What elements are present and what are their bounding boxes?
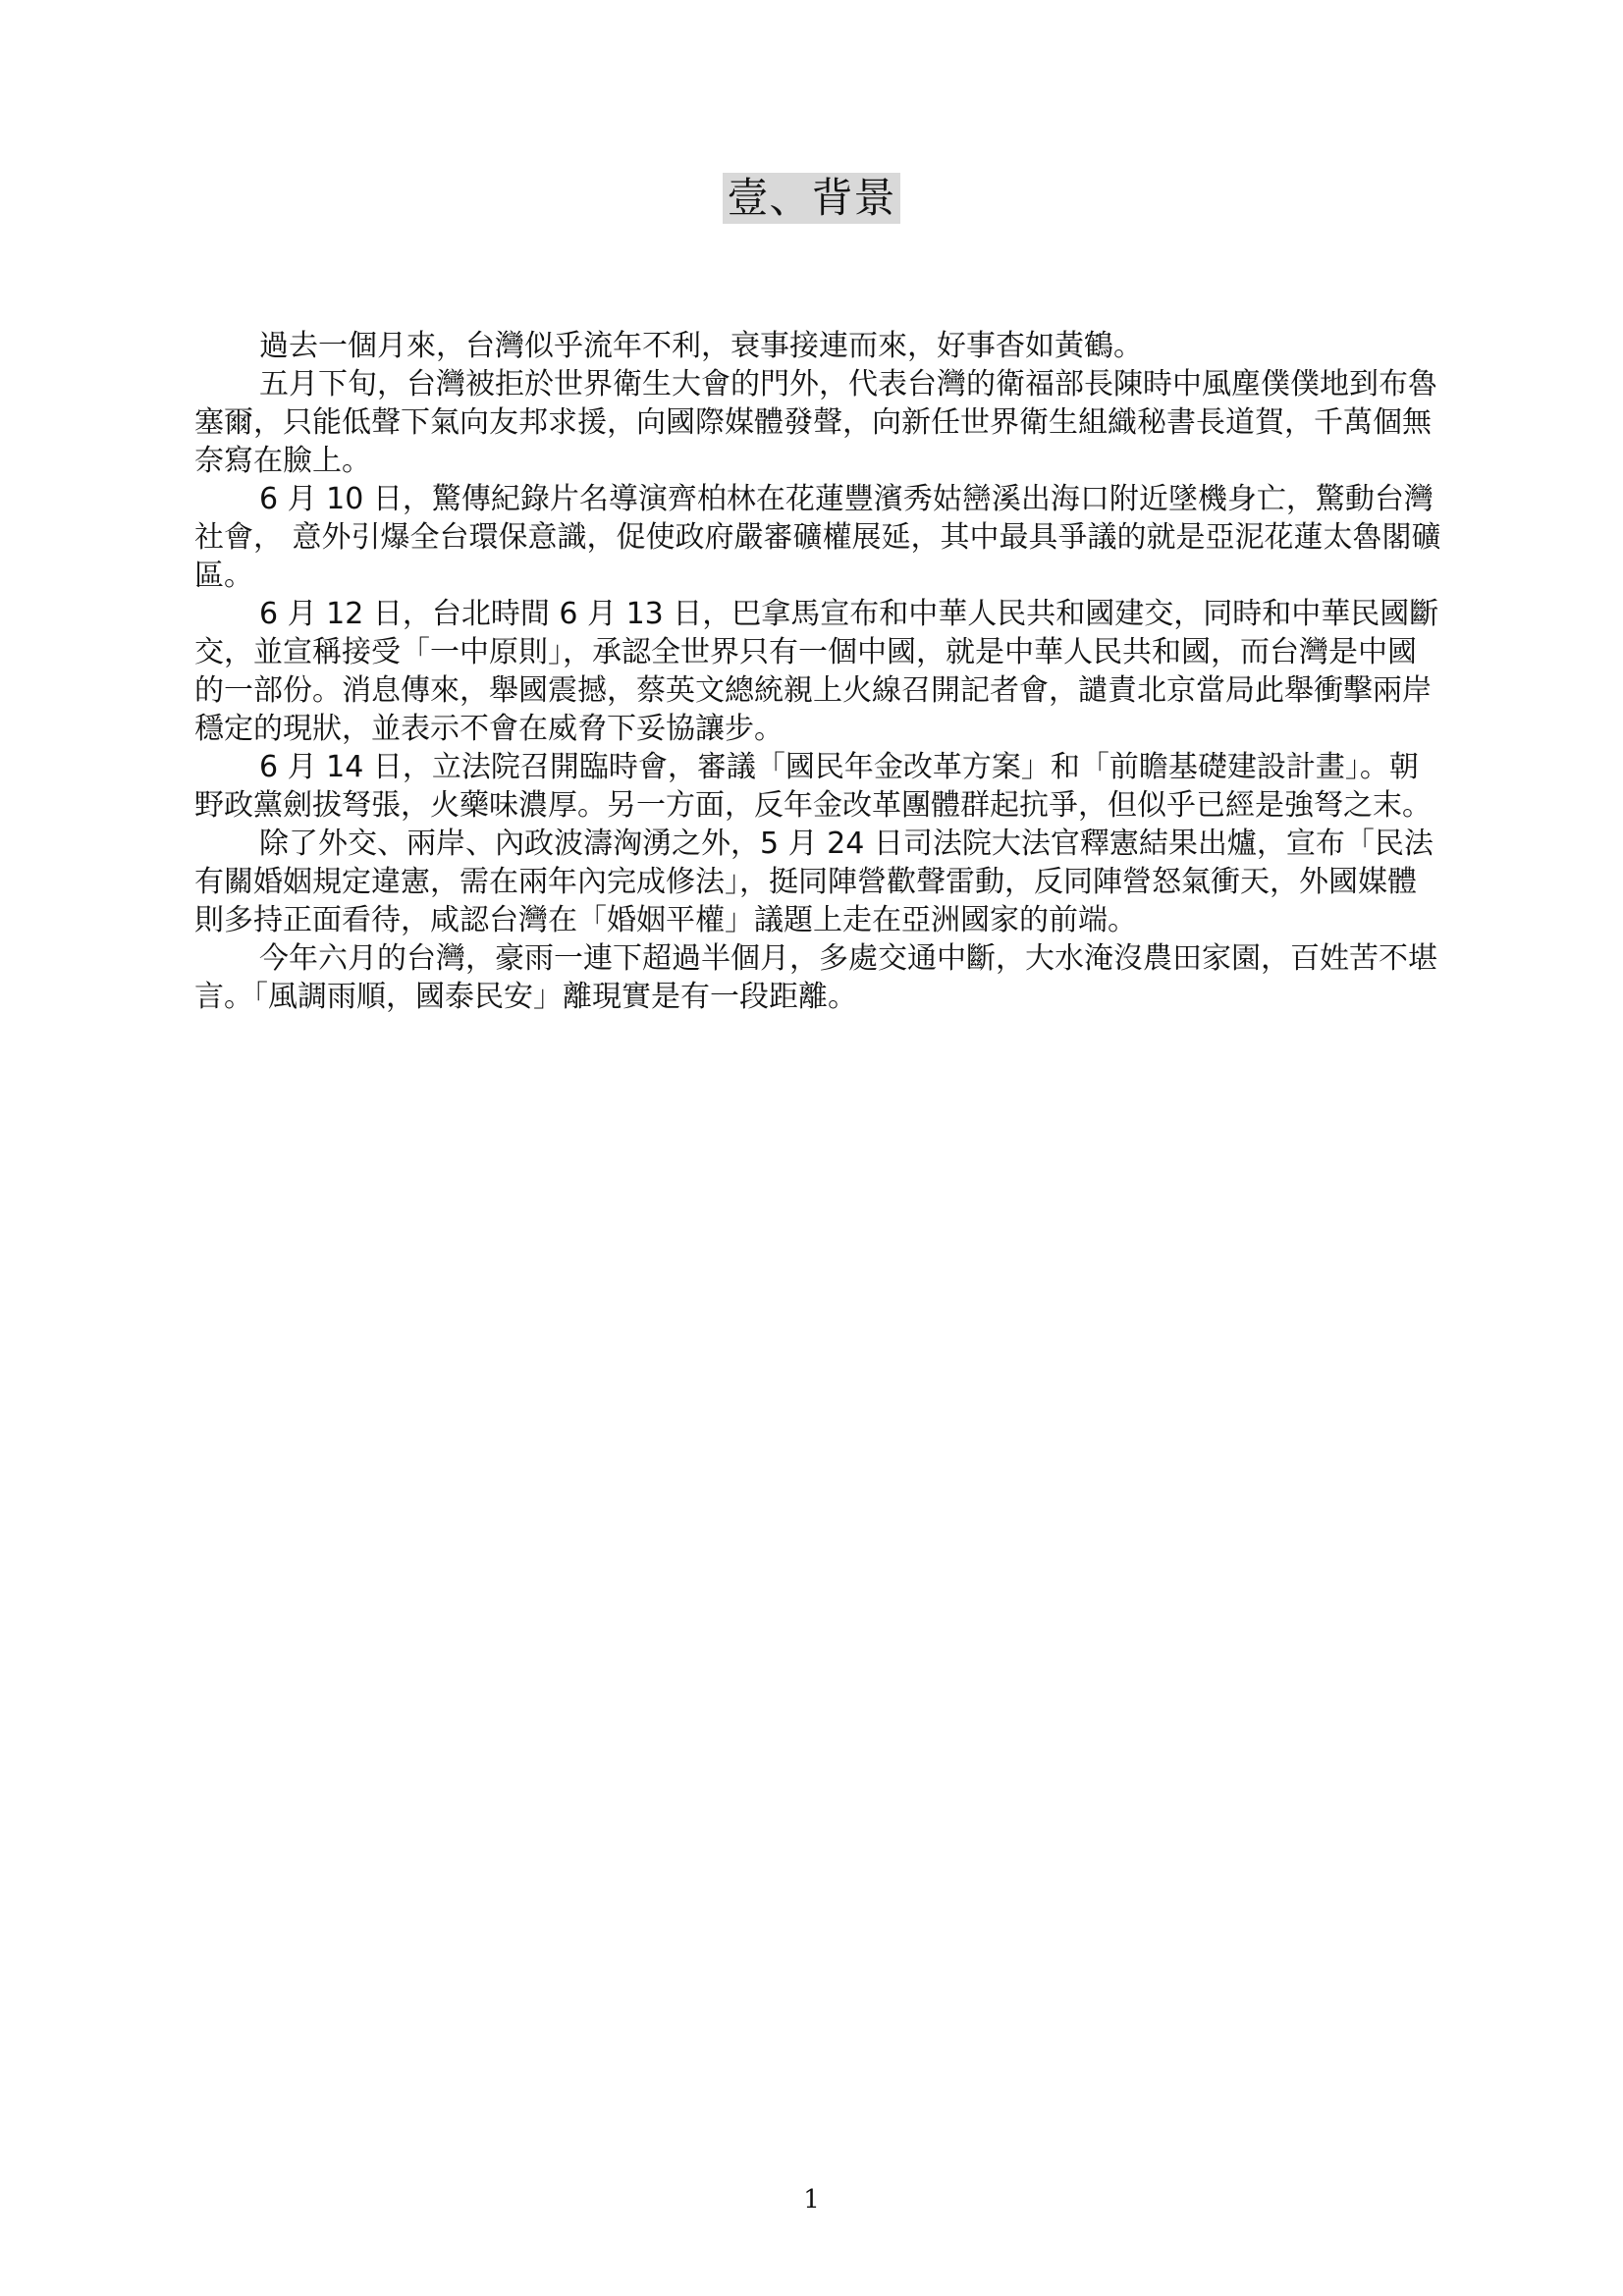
title-container [0,173,1623,224]
paragraph: 6 月 10 日，驚傳紀錄片名導演齊柏林在花蓮豐濱秀姑巒溪出海口附近墜機身亡，驚動台灣社會， 意外引爆全台環保意識，促使政府嚴審礦權展延，其中最具爭議的就是亞泥花蓮太魯閣礦區。 [194,482,1441,593]
page-number: 1 [803,2185,820,2215]
paragraph: 除了外交、兩岸、內政波濤洶湧之外，5 月 24 日司法院大法官釋憲結果出爐，宣布「民法有關婚姻規定違憲，需在兩年內完成修法」，挺同陣營歡聲雷動，反同陣營怒氣衝天，外國媒體則多持正面看待，咸認台灣在「婚姻平權」議題上走在亞洲國家的前端。 [194,827,1434,937]
paragraph: 6 月 14 日，立法院召開臨時會，審議「國民年金改革方案」和「前瞻基礎建設計畫」。朝野政黨劍拔弩張，火藥味濃厚。另一方面，反年金改革團體群起抗爭，但似乎已經是強弩之末。 [194,750,1432,823]
paragraph: 過去一個月來，台灣似乎流年不利，衰事接連而來，好事杳如黃鶴。 [259,329,1143,363]
paragraph: 6 月 12 日，台北時間 6 月 13 日，巴拿馬宣布和中華人民共和國建交，同時和中華民國斷交，並宣稱接受「一中原則」，承認全世界只有一個中國，就是中華人民共和國，而台灣是中國的一部份。消息傳來，舉國震撼，蔡英文總統親上火線召開記者會，譴責北京當局此舉衝擊兩岸穩定的現狀，並表示不會在威脅下妥協讓步。 [194,597,1439,746]
section-title: 壹、背景 [723,173,899,224]
paragraph: 五月下旬，台灣被拒於世界衛生大會的門外，代表台灣的衛福部長陳時中風塵僕僕地到布魯塞爾，只能低聲下氣向友邦求援，向國際媒體發聲，向新任世界衛生組織秘書長道賀，千萬個無奈寫在臉上。 [194,367,1437,478]
body-text [194,327,1441,1016]
paragraph: 今年六月的台灣，豪雨一連下超過半個月，多處交通中斷，大水淹沒農田家園，百姓苦不堪言。「風調雨順，國泰民安」離現實是有一段距離。 [194,941,1437,1014]
